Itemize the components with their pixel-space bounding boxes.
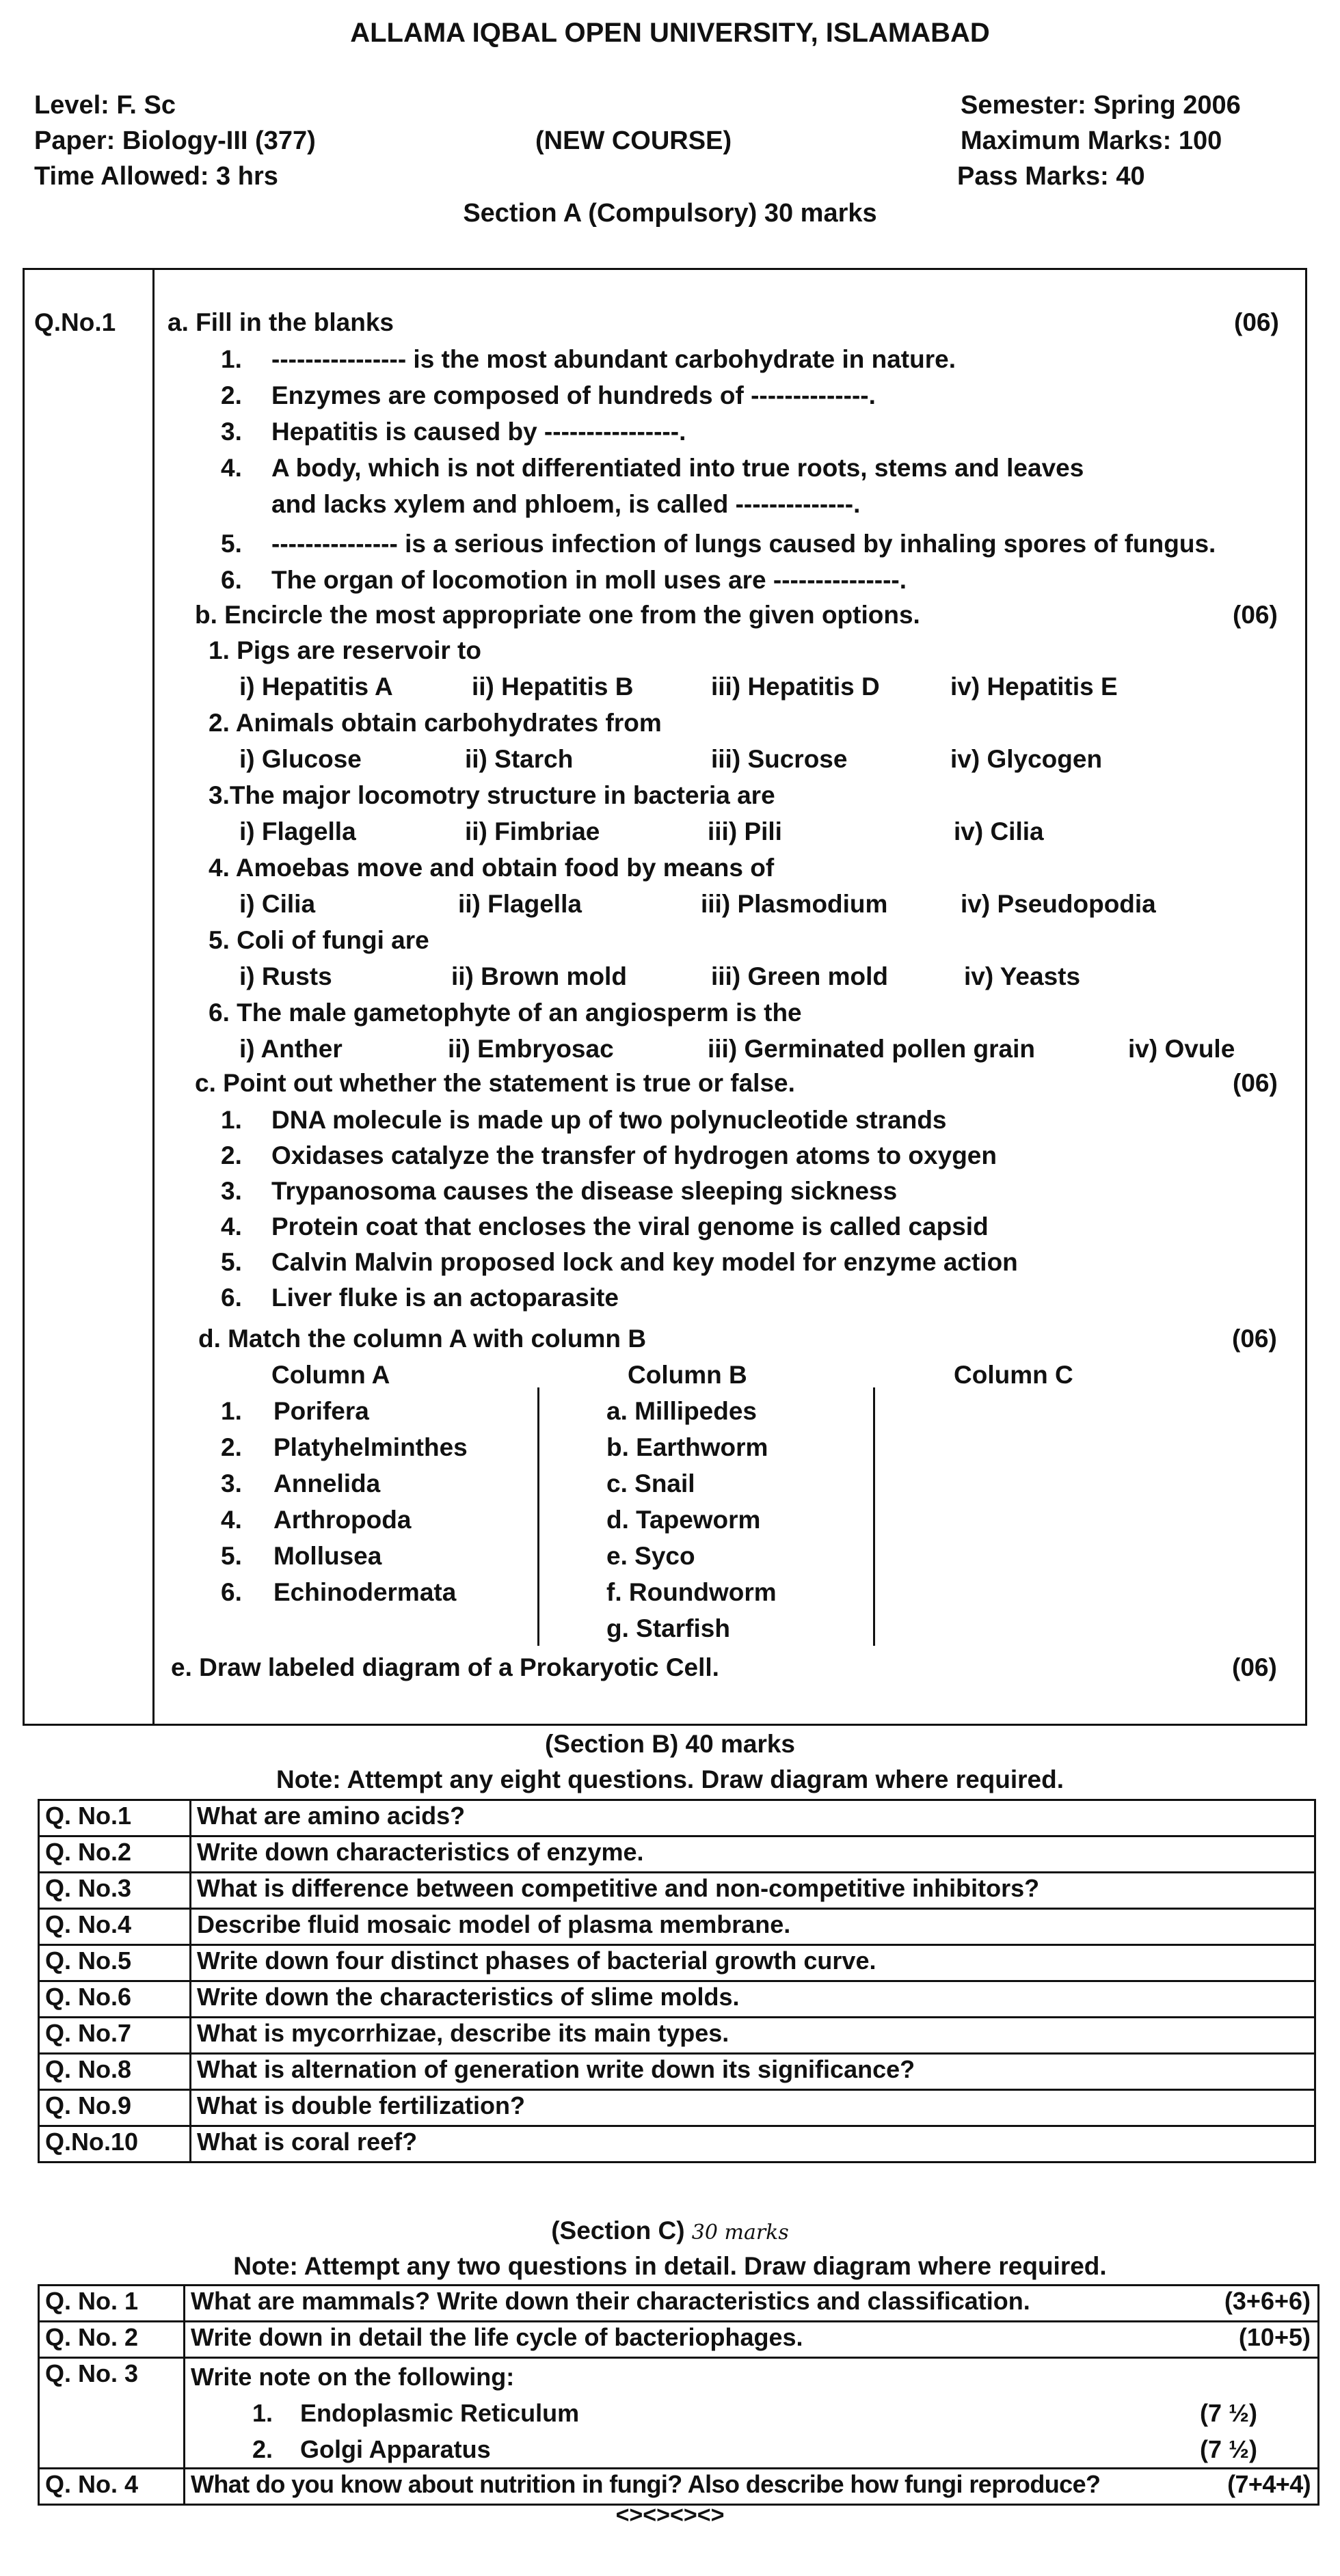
semester-label: Semester: Spring 2006 bbox=[961, 91, 1241, 120]
mcq-option: i) Cilia bbox=[239, 890, 316, 918]
column-divider-1 bbox=[537, 1387, 539, 1646]
true-false-statement: Oxidases catalyze the transfer of hydrogen atoms to oxygen bbox=[271, 1141, 997, 1169]
column-a-number: 2. bbox=[221, 1433, 242, 1461]
column-divider-2 bbox=[873, 1387, 875, 1646]
sec-c-q3-sub-1-marks: (7 ½) bbox=[1199, 2399, 1257, 2427]
section-b-row bbox=[39, 2054, 1315, 2090]
sec-b-question-number: Q. No.7 bbox=[39, 2018, 191, 2054]
mcq-option: i) Rusts bbox=[239, 962, 332, 990]
handwritten-marks-note: 30 marks bbox=[691, 2221, 789, 2245]
fill-blank-item: A body, which is not differentiated into true roots, stems and leaves bbox=[271, 454, 1084, 482]
column-b-item: d. Tapeworm bbox=[606, 1506, 761, 1534]
fill-blank-item: --------------- is a serious infection of lungs caused by inhaling spores of fungus. bbox=[271, 530, 1216, 558]
true-false-statement: Protein coat that encloses the viral genome is called capsid bbox=[271, 1212, 989, 1240]
sec-b-question-number: Q. No.4 bbox=[39, 1909, 191, 1945]
column-b-item: c. Snail bbox=[606, 1469, 695, 1497]
section-c-note: Note: Attempt any two questions in detail. Draw diagram where required. bbox=[233, 2252, 1107, 2280]
fill-blank-number: 5. bbox=[221, 530, 242, 558]
mcq-question: 5. Coli of fungi are bbox=[209, 926, 429, 954]
true-false-statement: Trypanosoma causes the disease sleeping sickness bbox=[271, 1177, 898, 1205]
section-b-row bbox=[39, 1873, 1315, 1909]
mcq-option: i) Glucose bbox=[239, 745, 362, 773]
level-label: Level: F. Sc bbox=[34, 91, 176, 120]
sec-b-question-number: Q. No.3 bbox=[39, 1873, 191, 1909]
true-false-number: 6. bbox=[221, 1284, 242, 1312]
sec-b-question-text: Write down four distinct phases of bacterial growth curve. bbox=[191, 1945, 1315, 1981]
sec-b-question-text: Write down characteristics of enzyme. bbox=[191, 1836, 1315, 1873]
section-b-row bbox=[39, 2126, 1315, 2163]
section-b-row bbox=[39, 1800, 1315, 1836]
column-a-number: 5. bbox=[221, 1542, 242, 1570]
part-b-heading: b. Encircle the most appropriate one from the given options. bbox=[195, 601, 920, 629]
mcq-option: iii) Hepatitis D bbox=[711, 673, 880, 701]
part-c-heading: c. Point out whether the statement is true or false. bbox=[195, 1069, 795, 1097]
sec-c-q3-sub-2-text: Golgi Apparatus bbox=[300, 2435, 491, 2463]
section-c-row-4 bbox=[39, 2469, 1319, 2505]
max-marks-label: Maximum Marks: 100 bbox=[961, 126, 1222, 155]
true-false-statement: DNA molecule is made up of two polynucleotide strands bbox=[271, 1106, 947, 1134]
section-b-row bbox=[39, 1909, 1315, 1945]
section-c-row-2 bbox=[39, 2322, 1319, 2358]
column-a-item: Annelida bbox=[273, 1469, 381, 1497]
sec-c-q1-text: What are mammals? Write down their characteristics and classification. bbox=[191, 2287, 1030, 2315]
true-false-statement: Calvin Malvin proposed lock and key model for enzyme action bbox=[271, 1248, 1018, 1276]
mcq-question: 2. Animals obtain carbohydrates from bbox=[209, 709, 662, 737]
fill-blank-number: 2. bbox=[221, 381, 242, 409]
true-false-number: 4. bbox=[221, 1212, 242, 1240]
section-c-heading-wrap bbox=[0, 2216, 1340, 2246]
mcq-option: iii) Germinated pollen grain bbox=[708, 1035, 1036, 1063]
part-b-marks: (06) bbox=[1233, 601, 1278, 629]
sec-c-q3-sub-2 bbox=[191, 2431, 1312, 2467]
sec-c-q3-text: Write note on the following: bbox=[191, 2363, 515, 2391]
mcq-option: ii) Hepatitis B bbox=[472, 673, 634, 701]
part-d-marks: (06) bbox=[1232, 1325, 1277, 1353]
part-c-marks: (06) bbox=[1233, 1069, 1278, 1097]
mcq-question: 1. Pigs are reservoir to bbox=[209, 636, 481, 664]
sec-b-question-number: Q. No.8 bbox=[39, 2054, 191, 2090]
mcq-option: ii) Starch bbox=[465, 745, 574, 773]
mcq-option: i) Flagella bbox=[239, 817, 356, 845]
sec-b-question-text: What is difference between competitive and non-competitive inhibitors? bbox=[191, 1873, 1315, 1909]
mcq-option: iii) Plasmodium bbox=[701, 890, 888, 918]
section-a-divider bbox=[152, 270, 155, 1724]
column-b-item: g. Starfish bbox=[606, 1614, 730, 1642]
time-allowed-label: Time Allowed: 3 hrs bbox=[34, 162, 278, 191]
part-e-marks: (06) bbox=[1232, 1653, 1277, 1681]
section-c-table bbox=[38, 2284, 1319, 2506]
fill-blank-number: 4. bbox=[221, 454, 242, 482]
section-c-row-3 bbox=[39, 2358, 1319, 2469]
fill-blank-item: and lacks xylem and phloem, is called --------------. bbox=[271, 490, 861, 518]
sec-c-q2-text: Write down in detail the life cycle of bacteriophages. bbox=[191, 2323, 803, 2351]
column-c-title: Column C bbox=[954, 1361, 1073, 1389]
mcq-option: iv) Cilia bbox=[954, 817, 1044, 845]
mcq-option: i) Hepatitis A bbox=[239, 673, 393, 701]
fill-blank-number: 1. bbox=[221, 345, 242, 373]
mcq-option: iv) Hepatitis E bbox=[950, 673, 1118, 701]
section-b-row bbox=[39, 2018, 1315, 2054]
section-b-note: Note: Attempt any eight questions. Draw diagram where required. bbox=[276, 1765, 1064, 1793]
mcq-option: i) Anther bbox=[239, 1035, 343, 1063]
mcq-option: iv) Glycogen bbox=[950, 745, 1103, 773]
fill-blank-number: 6. bbox=[221, 566, 242, 594]
sec-c-q4-marks: (7+4+4) bbox=[1227, 2470, 1311, 2498]
sec-c-q1-number: Q. No. 1 bbox=[39, 2286, 185, 2322]
fill-blank-item: Hepatitis is caused by ----------------. bbox=[271, 418, 686, 446]
column-a-number: 3. bbox=[221, 1469, 242, 1497]
section-b-heading: (Section B) 40 marks bbox=[544, 1730, 796, 1758]
column-a-item: Platyhelminthes bbox=[273, 1433, 468, 1461]
section-c-row-1 bbox=[39, 2286, 1319, 2322]
column-b-title: Column B bbox=[628, 1361, 747, 1389]
sec-b-question-text: What is mycorrhizae, describe its main types. bbox=[191, 2018, 1315, 2054]
mcq-option: iv) Pseudopodia bbox=[961, 890, 1156, 918]
section-b-row bbox=[39, 2090, 1315, 2126]
column-a-title: Column A bbox=[271, 1361, 390, 1389]
sec-b-question-text: What is alternation of generation write down its significance? bbox=[191, 2054, 1315, 2090]
section-a-heading: Section A (Compulsory) 30 marks bbox=[463, 199, 877, 228]
mcq-option: iii) Sucrose bbox=[711, 745, 848, 773]
column-a-item: Porifera bbox=[273, 1397, 369, 1425]
mcq-option: iv) Ovule bbox=[1128, 1035, 1235, 1063]
sec-c-q2-number: Q. No. 2 bbox=[39, 2322, 185, 2358]
column-b-item: a. Millipedes bbox=[606, 1397, 758, 1425]
part-e-heading: e. Draw labeled diagram of a Prokaryotic Cell. bbox=[171, 1653, 719, 1681]
fill-blank-item: The organ of locomotion in moll uses are ---------------. bbox=[271, 566, 907, 594]
column-a-item: Echinodermata bbox=[273, 1578, 457, 1606]
sec-c-q4-number: Q. No. 4 bbox=[39, 2469, 185, 2505]
sec-b-question-text: What is coral reef? bbox=[191, 2126, 1315, 2163]
sec-c-q4-cell bbox=[185, 2469, 1319, 2505]
sec-b-question-text: Describe fluid mosaic model of plasma membrane. bbox=[191, 1909, 1315, 1945]
column-b-item: f. Roundworm bbox=[606, 1578, 777, 1606]
mcq-option: ii) Flagella bbox=[458, 890, 582, 918]
section-c-heading: (Section C) bbox=[551, 2216, 685, 2245]
column-b-item: b. Earthworm bbox=[606, 1433, 768, 1461]
q1-number: Q.No.1 bbox=[34, 308, 116, 336]
part-a-heading: a. Fill in the blanks bbox=[168, 308, 394, 336]
end-of-paper-mark: <><><><> bbox=[615, 2502, 725, 2528]
section-b-row bbox=[39, 1836, 1315, 1873]
sec-b-question-number: Q. No.6 bbox=[39, 1981, 191, 2018]
sec-c-q3-sub-1-number: 1. bbox=[252, 2399, 273, 2427]
fill-blank-number: 3. bbox=[221, 418, 242, 446]
mcq-question: 4. Amoebas move and obtain food by means of bbox=[209, 854, 775, 882]
mcq-question: 3.The major locomotry structure in bacteria are bbox=[209, 781, 775, 809]
true-false-number: 2. bbox=[221, 1141, 242, 1169]
sec-c-q1-cell bbox=[185, 2286, 1319, 2322]
true-false-statement: Liver fluke is an actoparasite bbox=[271, 1284, 619, 1312]
university-title: ALLAMA IQBAL OPEN UNIVERSITY, ISLAMABAD bbox=[350, 18, 990, 48]
sec-c-q3-sub-2-number: 2. bbox=[252, 2435, 273, 2463]
column-a-item: Arthropoda bbox=[273, 1506, 412, 1534]
sec-b-question-number: Q. No.2 bbox=[39, 1836, 191, 1873]
sec-c-q3-sub-1 bbox=[191, 2395, 1312, 2431]
sec-b-question-text: Write down the characteristics of slime molds. bbox=[191, 1981, 1315, 2018]
sec-c-q3-cell bbox=[185, 2358, 1319, 2469]
mcq-option: ii) Fimbriae bbox=[465, 817, 600, 845]
mcq-option: iii) Green mold bbox=[711, 962, 889, 990]
sec-b-question-text: What are amino acids? bbox=[191, 1800, 1315, 1836]
sec-b-question-number: Q. No.5 bbox=[39, 1945, 191, 1981]
sec-c-q3-sub-2-marks: (7 ½) bbox=[1199, 2435, 1257, 2463]
column-a-number: 6. bbox=[221, 1578, 242, 1606]
column-a-number: 1. bbox=[221, 1397, 242, 1425]
true-false-number: 5. bbox=[221, 1248, 242, 1276]
section-b-table bbox=[38, 1799, 1316, 2163]
sec-c-q3-sub-1-text: Endoplasmic Reticulum bbox=[300, 2399, 580, 2427]
part-d-heading: d. Match the column A with column B bbox=[198, 1325, 647, 1353]
sec-c-q2-marks: (10+5) bbox=[1238, 2323, 1311, 2351]
section-b-row bbox=[39, 1945, 1315, 1981]
column-a-item: Mollusea bbox=[273, 1542, 382, 1570]
column-a-number: 4. bbox=[221, 1506, 242, 1534]
sec-b-question-number: Q.No.10 bbox=[39, 2126, 191, 2163]
fill-blank-item: Enzymes are composed of hundreds of --------------. bbox=[271, 381, 876, 409]
sec-b-question-number: Q. No.1 bbox=[39, 1800, 191, 1836]
pass-marks-label: Pass Marks: 40 bbox=[957, 162, 1145, 191]
part-a-marks: (06) bbox=[1234, 308, 1279, 336]
sec-c-q2-cell bbox=[185, 2322, 1319, 2358]
sec-c-q3-number: Q. No. 3 bbox=[39, 2358, 185, 2469]
sec-c-q4-text: What do you know about nutrition in fungi? Also describe how fungi reproduce? bbox=[191, 2470, 1101, 2498]
mcq-question: 6. The male gametophyte of an angiosperm is the bbox=[209, 999, 802, 1027]
section-b-row bbox=[39, 1981, 1315, 2018]
sec-b-question-text: What is double fertilization? bbox=[191, 2090, 1315, 2126]
column-b-item: e. Syco bbox=[606, 1542, 695, 1570]
sec-b-question-number: Q. No.9 bbox=[39, 2090, 191, 2126]
true-false-number: 1. bbox=[221, 1106, 242, 1134]
fill-blank-item: ---------------- is the most abundant carbohydrate in nature. bbox=[271, 345, 956, 373]
true-false-number: 3. bbox=[221, 1177, 242, 1205]
paper-label: Paper: Biology-III (377) bbox=[34, 126, 316, 155]
mcq-option: ii) Embryosac bbox=[448, 1035, 614, 1063]
mcq-option: iv) Yeasts bbox=[964, 962, 1081, 990]
mcq-option: iii) Pili bbox=[708, 817, 782, 845]
sec-c-q1-marks: (3+6+6) bbox=[1224, 2287, 1311, 2315]
mcq-option: ii) Brown mold bbox=[451, 962, 627, 990]
course-label: (NEW COURSE) bbox=[535, 126, 732, 155]
